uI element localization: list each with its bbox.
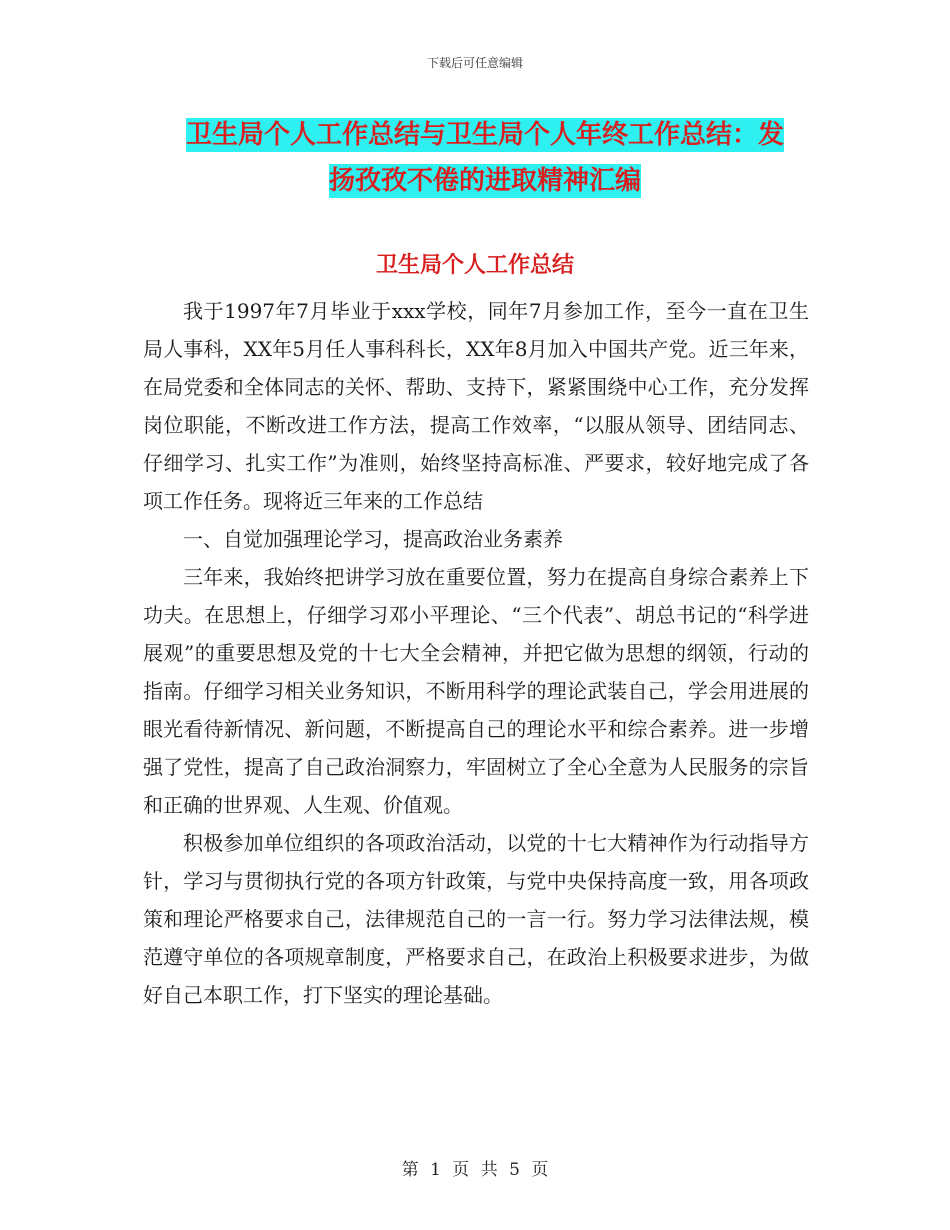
document-title-line-1: 卫生局个人工作总结与卫生局个人年终工作总结：发 — [185, 120, 784, 150]
subheading-1: 一、自觉加强理论学习，提高政治业务素养 — [183, 527, 563, 551]
paragraph-study: 三年来，我始终把讲学习放在重要位置，努力在提高自身综合素养上下功夫。在思想上，仔细学习邓小平理论、“三个代表”、胡总书记的“科学进展观”的重要思想及党的十七大全会精神，并把它做为思想的纲领，行动的指南。仔细学习相关业务知识，不断用科学的理论武装自己，学会用进展的眼光看待新情况、新问题，不断提高自己的理论水平和综合素养。进一步增强了党性，提高了自己政治洞察力，牢固树立了全心全意为人民服务的宗旨和正确的世界观、人生观、价值观。 — [143, 565, 809, 817]
section-title: 卫生局个人工作总结 — [375, 253, 574, 278]
header-note: 下载后可任意编辑 — [426, 56, 523, 70]
document-title — [150, 112, 820, 204]
paragraph-political: 积极参加单位组织的各项政治活动，以党的十七大精神作为行动指导方针，学习与贯彻执行党的各项方针政策，与党中央保持高度一致，用各项政策和理论严格要求自己，法律规范自己的一言一行。努力学习法律法规，模范遵守单位的各项规章制度，严格要求自己，在政治上积极要求进步，为做好自己本职工作，打下坚实的理论基础。 — [143, 831, 809, 1007]
paragraph-intro: 我于1997年7月毕业于xxx学校，同年7月参加工作，至今一直在卫生局人事科，XX年5月任人事科科长，XX年8月加入中国共产党。近三年来，在局党委和全体同志的关怀、帮助、支持下，紧紧围绕中心工作，充分发挥岗位职能，不断改进工作方法，提高工作效率，“以服从领导、团结同志、仔细学习、扎实工作”为准则，始终坚持高标准、严要求，较好地完成了各项工作任务。现将近三年来的工作总结 — [143, 299, 809, 513]
document-body — [143, 292, 809, 1014]
page-number-footer: 第 1 页 共 5 页 — [401, 1160, 549, 1180]
document-title-line-2: 扬孜孜不倦的进取精神汇编 — [328, 166, 641, 196]
